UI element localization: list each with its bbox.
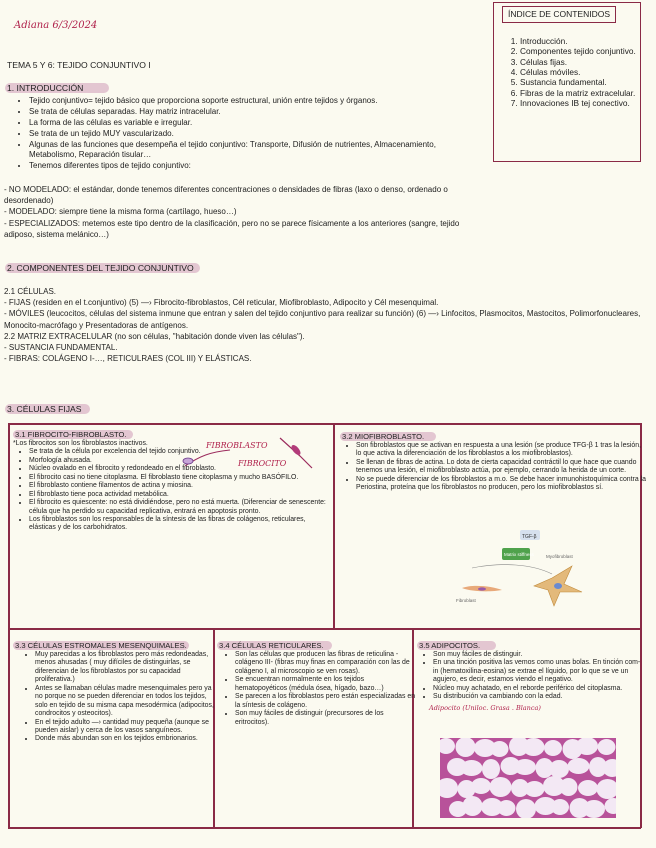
reticular-cells-bullets	[217, 651, 417, 727]
frame-top-divider	[333, 423, 335, 628]
adipocyte-cell	[523, 738, 545, 756]
toc-item: 6. Fibras de la matriz extracelular.	[520, 88, 656, 98]
section-1-heading	[5, 83, 109, 94]
toc-item: 2. Componentes tejido conjuntivo.	[520, 46, 656, 56]
intro-bullet: • Algunas de las funciones que desempeña el tejido conjuntivo: Transporte, Difusión de nutrientes, Almacenamiento, Metabolismo, Reparación tisular…	[29, 140, 479, 162]
adipocyte-bullet: • Núcleo muy achatado, en el reborde periférico del citoplasma.	[433, 685, 645, 693]
adipocyte-cell	[514, 759, 536, 775]
section-3-title: 3. CÉLULAS FIJAS	[5, 404, 90, 414]
intro-bullet: • Se trata de células separadas. Hay matriz intracelular.	[29, 107, 479, 118]
fibroblast-bullet: • Se trata de la célula por excelencia del tejido conjuntivo.	[29, 448, 329, 456]
stromal-bullet: • Donde más abundan son en los tejidos embrionarios.	[35, 735, 221, 743]
adipocyte-cell	[578, 780, 598, 796]
stromal-cells-panel	[13, 641, 214, 744]
adipocytes-title: 3.5 ADIPOCITOS.	[417, 641, 496, 650]
figure-arrow	[472, 565, 552, 574]
myofibroblast-figure	[442, 528, 602, 610]
adipocyte-cell	[463, 796, 483, 816]
stromal-cells-bullets	[13, 651, 221, 744]
adipocyte-bullet: • Su distribución va cambiando con la edad.	[433, 693, 645, 701]
fibroblast-bullet: • El fibroblasto tiene poca actividad metabólica.	[29, 491, 329, 499]
component-line: - MÓVILES (leucocitos, células del sistema inmune que entran y salen del tejido conjuntivo para realizar su función) (6) —› Linfocitos, Plasmocitos, Mastocitos, Polimorfonucleares, Monocito-macrófago y Presentadoras de antígenos.	[4, 309, 641, 330]
adipocyte-cell	[525, 781, 545, 797]
intro-bullet: • Se trata de un tejido MUY vascularizado.	[29, 129, 479, 140]
myofibroblast-label: Myofibroblast	[546, 554, 573, 559]
adipocytes-bullets	[417, 651, 645, 702]
component-line: - FIJAS (residen en el t.conjuntivo) (5) —› Fibrocito-fibroblastos, Cél reticular, Miofibroblasto, Adipocito y Cél mesenquimal.	[4, 298, 439, 308]
reticular-bullet: • Son las células que producen las fibras de reticulina - colágeno III- (fibras muy finas en comparación con las de colágeno I, al microscopio se ven rosas).	[235, 651, 417, 676]
frame-bottom	[8, 827, 641, 829]
tissue-type-item: - NO MODELADO: el estándar, donde tenemos diferentes concentraciones o densidades de fibras (laxo o denso, ordenado o desordenado)	[4, 185, 448, 206]
myofibroblast-title: 3.2 MIOFIBROBLASTO.	[340, 432, 436, 441]
adipocyte-cell	[498, 800, 516, 816]
toc-item: 5. Sustancia fundamental.	[520, 77, 656, 87]
signature: Adiana 6/3/2024	[14, 20, 98, 31]
frame-left	[8, 423, 10, 828]
reticular-cells-title: 3.4 CÉLULAS RETICULARES.	[217, 641, 332, 650]
myofibroblast-bullet: • Se llenan de fibras de actina. Lo dota de cierta capacidad contráctil lo que hace que cuando tenemos una lesión, el miofibroblasto actúa, por ejemplo, cerrando la herida de un corte.	[356, 459, 646, 476]
adipocyte-cell	[490, 777, 512, 797]
toc-item: 7. Innovaciones IB tej conectivo.	[520, 98, 656, 108]
intro-bullet: • Tenemos diferentes tipos de tejido conjuntivo:	[29, 161, 479, 172]
adipocyte-cell	[583, 800, 605, 818]
stromal-bullet: • Muy parecidas a los fibroblastos pero más redondeadas, menos ahusadas ( muy difíciles de distinguirlas, se diferencian de los fibroblastos por su capacidad proliferativa.)	[35, 651, 221, 685]
stromal-cells-title: 3.3 CÉLULAS ESTROMALES MESENQUIMALES.	[15, 641, 187, 650]
section-2-heading	[5, 263, 200, 274]
adipocyte-cell	[549, 760, 569, 778]
intro-bullet: • Tejido conjuntivo= tejido básico que proporciona soporte estructural, unión entre tejidos y órganos.	[29, 96, 479, 107]
myofibroblast-nucleus	[554, 583, 562, 589]
myofibroblast-panel	[340, 432, 646, 493]
fibroblast-nucleus	[183, 458, 193, 464]
section-1-bullets	[11, 96, 479, 172]
fibroblast-bullet: • El fibrocito casi no tiene citoplasma. El fibroblasto tiene citoplasma y mucho BASÓFILO.	[29, 474, 329, 482]
frame-mid-horizontal	[8, 628, 641, 630]
adipocyte-cell	[471, 778, 491, 794]
tgf-beta-label: TGF-β	[522, 534, 537, 540]
toc-item: 1. Introducción.	[520, 36, 656, 46]
fibroblast-bullet: • Los fibroblastos son los responsables de la síntesis de las fibras de colágenos, reticulares, elásticas y de los carbohidratos.	[29, 516, 329, 533]
adipocyte-cell	[482, 759, 500, 779]
toc-item: 4. Células móviles.	[520, 67, 656, 77]
adipocyte-bullet: • En una tinción positiva las vemos como unas bolas. En tinción com-in (hematoxilina-eosina) se extrae el líquido, por lo que se ve un agujero, es decir, estamos viendo el negativo.	[433, 659, 645, 684]
fibroblast-title: 3.1 FIBROCITO-FIBROBLASTO.	[13, 430, 133, 439]
adipose-tissue-micrograph	[440, 738, 616, 818]
adipocyte-bullet: • Son muy fáciles de distinguir.	[433, 651, 645, 659]
section-1-title: 1. INTRODUCCIÓN	[5, 83, 109, 93]
adipocyte-caption: Adipocito (Uniloc. Grasa . Blanca)	[429, 703, 541, 712]
component-line: - FIBRAS: COLÁGENO I-…, RETICULRAES (COL III) Y ELÁSTICAS.	[4, 354, 252, 364]
adipocyte-cell	[551, 799, 569, 815]
frame-top	[8, 423, 641, 425]
fibroblast-bullet: • El fibrocito es quiescente: no está dividiéndose, pero no está muerta. (Diferenciar de senescente: célula que ha perdido su capacidad replicativa, entrará en apoptosis pronto.	[29, 499, 329, 516]
fibroblast-sketch	[180, 428, 320, 483]
adipocyte-cell	[568, 758, 590, 774]
section-2-title: 2. COMPONENTES DEL TEJIDO CONJUNTIVO	[5, 263, 200, 273]
adipocyte-cell	[598, 739, 616, 755]
fibroblast-bullet: • El fibroblasto contiene filamentos de actina y miosina.	[29, 482, 329, 490]
reticular-cells-panel	[217, 641, 416, 727]
tissue-type-item: - MODELADO: siempre tiene la misma forma (cartílago, hueso…)	[4, 207, 237, 217]
reticular-bullet: • Son muy fáciles de distinguir (precursores de los eritrocitos).	[235, 710, 417, 727]
section-1-types	[4, 184, 489, 240]
fibrocyte-label: FIBROCITO	[238, 459, 287, 468]
reticular-bullet: • Se encuentran normalmente en los tejidos hematopoyéticos (médula ósea, hígado, bazo…)	[235, 676, 417, 693]
fibroblast-bullet: • Núcleo ovalado en el fibrocito y redondeado en el fibroblasto.	[29, 465, 329, 473]
adipocyte-cell	[544, 740, 562, 756]
adipocyte-cell	[461, 760, 483, 776]
component-line: 2.1 CÉLULAS.	[4, 287, 57, 296]
fibrocyte-nucleus	[290, 443, 302, 456]
component-line: 2.2 MATRIZ EXTRACELULAR (no son células, "habitación donde viven las células").	[4, 331, 305, 341]
adipocyte-cell	[491, 741, 509, 757]
myofibroblast-bullet: • Son fibroblastos que se activan en respuesta a una lesión (se produce TFG-β 1 tras la lesión, lo que activa la diferenciación de los fibroblastos a los miofibroblastos).	[356, 442, 646, 459]
fibroblast-figure-label: Fibroblast	[456, 598, 476, 603]
toc-item: 3. Células fijas.	[520, 57, 656, 67]
section-2-body	[4, 286, 649, 364]
myofibroblast-bullet: • No se puede diferenciar de los fibroblastos a m.o. Se debe hacer inmunohistoquímica contra la Periostina, proteína que los fibroblastos no producen, pero los miofibroblastos sí.	[356, 476, 646, 493]
fibroblast-figure-nucleus	[478, 587, 486, 590]
toc-title: ÍNDICE DE CONTENIDOS	[502, 6, 616, 23]
section-3-heading	[5, 404, 90, 415]
table-of-contents	[493, 2, 641, 162]
intro-bullet: • La forma de las células es variable e irregular.	[29, 118, 479, 129]
adipocytes-panel	[417, 641, 641, 712]
myofibroblast-bullets	[340, 442, 646, 493]
fibroblast-label: FIBROBLASTO	[206, 441, 268, 450]
adipocyte-cell	[560, 778, 578, 796]
component-line: - SUSTANCIA FUNDAMENTAL.	[4, 342, 118, 352]
stromal-bullet: • En el tejido adulto —› cantidad muy pequeña (aunque se pueden aislar) y cerca de los vasos sanguíneos.	[35, 719, 221, 736]
fibroblast-intro: *Los fibrocitos son los fibroblastos inactivos.	[13, 439, 148, 447]
page-title: TEMA 5 Y 6: TEJIDO CONJUNTIVO I	[7, 60, 151, 70]
toc-list	[494, 36, 656, 109]
tissue-type-item: - ESPECIALIZADOS: metemos este tipo dentro de la clasificación, pero no se parece físicamente a los anteriores (sangre, tejido adiposo, sistema melánico…)	[4, 218, 460, 239]
reticular-bullet: • Se parecen a los fibroblastos pero están especializadas en la síntesis de colágeno.	[235, 693, 417, 710]
fibroblast-bullet: • Morfología ahusada.	[29, 457, 329, 465]
matrix-stiffness-label: Matrix stiffness	[504, 552, 534, 557]
stromal-bullet: • Antes se llamaban células madre mesenquimales pero ya no porque no se pueden diferenciar en todos los tejidos, solo en tejido de su misma capa mesodérmica (adipocitos, condrocitos y osteocitos).	[35, 685, 221, 719]
